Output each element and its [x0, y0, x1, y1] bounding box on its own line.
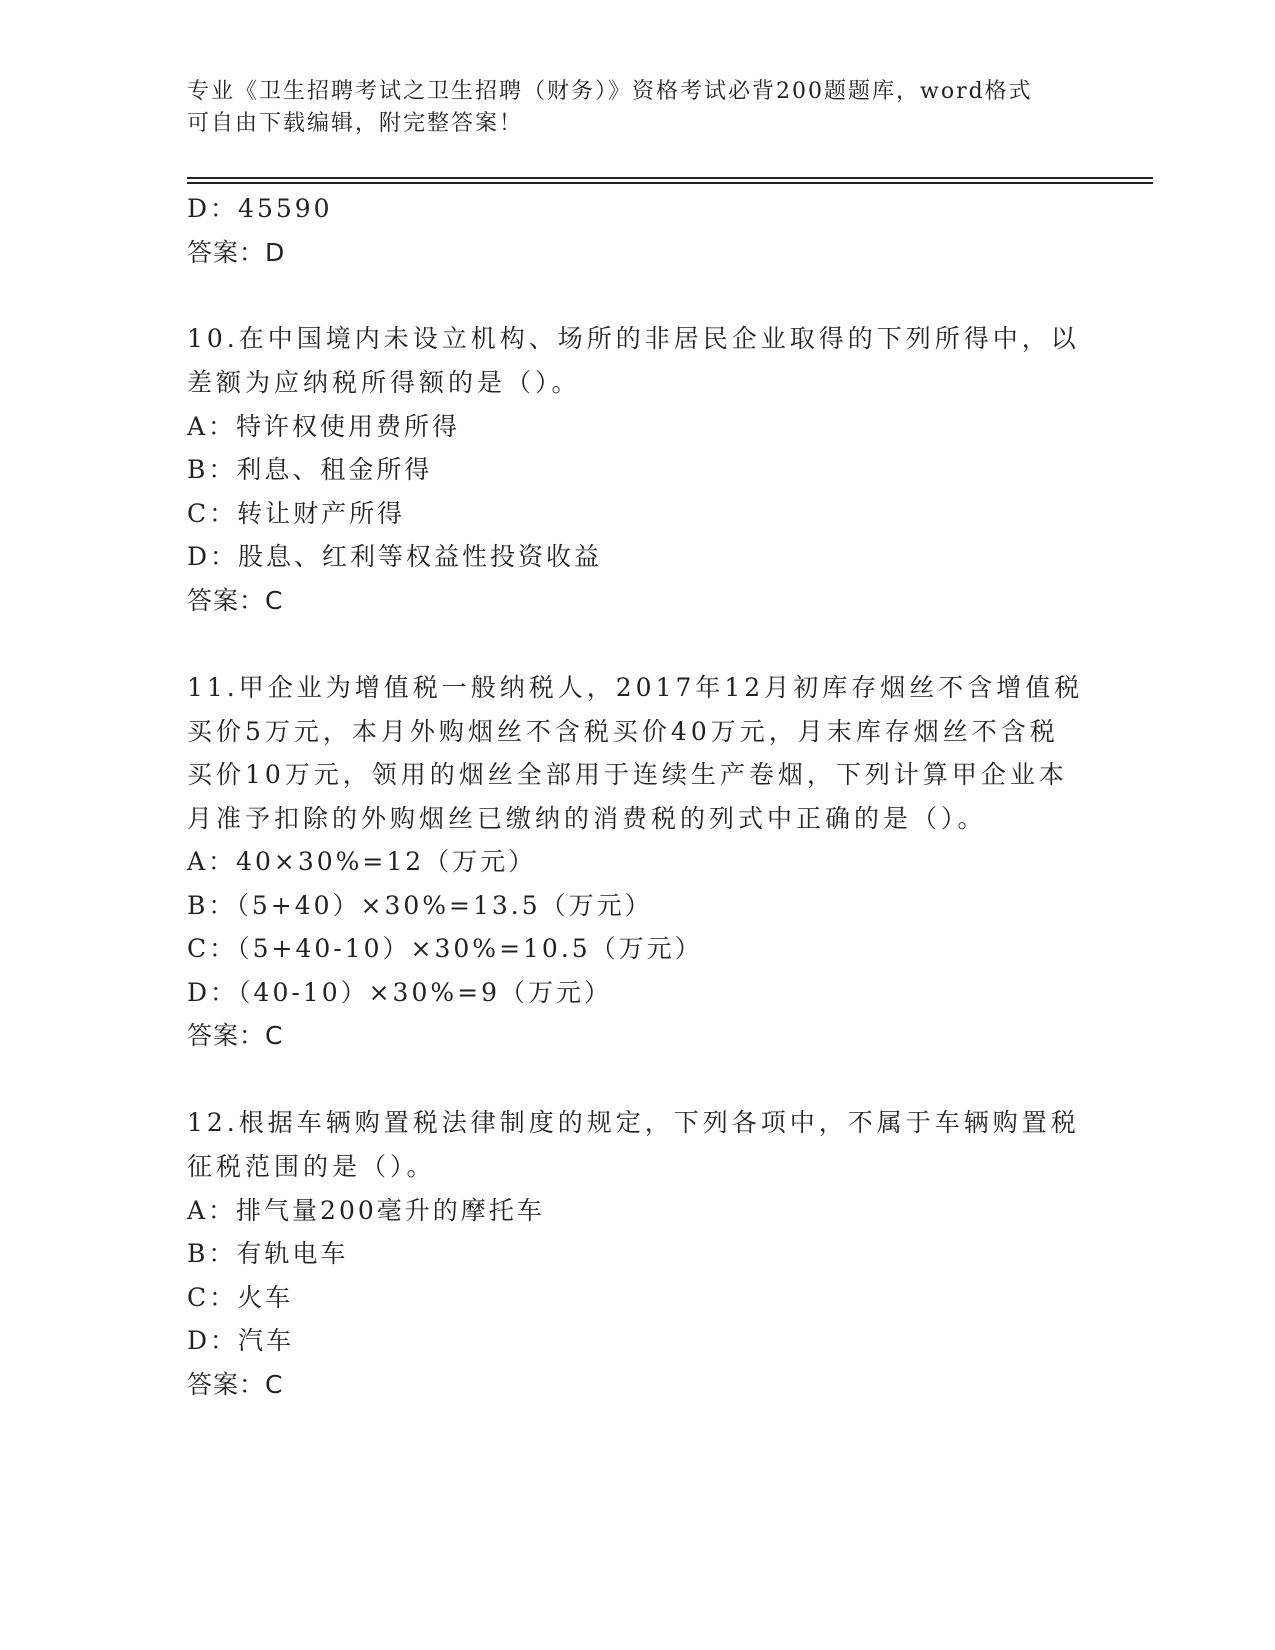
q12-stem-line-2: 征税范围的是（）。 [187, 1152, 436, 1181]
q11-stem-line-2: 买价5万元，本月外购烟丝不含税买价40万元，月末库存烟丝不含税 [187, 717, 1059, 746]
q9-option-d: D：45590 [187, 194, 333, 223]
q10-answer: 答案：C [187, 586, 284, 615]
q11-answer: 答案：C [187, 1021, 284, 1050]
q10-stem-line-1: 10.在中国境内未设立机构、场所的非居民企业取得的下列所得中，以 [187, 324, 1080, 353]
q10-option-c: C：转让财产所得 [187, 499, 406, 528]
header-title-line-1: 专业《卫生招聘考试之卫生招聘（财务）》资格考试必背200题题库，word格式 [187, 79, 1033, 104]
q12-option-d: D：汽车 [187, 1326, 295, 1355]
q11-stem-line-3: 买价10万元，领用的烟丝全部用于连续生产卷烟，下列计算甲企业本 [187, 760, 1068, 789]
q12-option-c: C：火车 [187, 1283, 294, 1312]
q12-option-a: A：排气量200毫升的摩托车 [187, 1196, 545, 1225]
q11-option-b: B：（5+40）×30%=13.5（万元） [187, 891, 653, 920]
document-header [187, 76, 1067, 140]
q11-option-d: D：（40-10）×30%=9（万元） [187, 978, 612, 1007]
q10-stem-line-2: 差额为应纳税所得额的是（）。 [187, 368, 581, 397]
q9-answer: 答案：D [187, 238, 286, 267]
q11-stem-line-4: 月准予扣除的外购烟丝已缴纳的消费税的列式中正确的是（）。 [187, 804, 987, 833]
q10-option-b: B：利息、租金所得 [187, 455, 433, 484]
q10-option-d: D：股息、红利等权益性投资收益 [187, 542, 603, 571]
q12-option-b: B：有轨电车 [187, 1239, 349, 1268]
q10-option-a: A：特许权使用费所得 [187, 412, 461, 441]
q12-answer: 答案：C [187, 1370, 284, 1399]
header-rule-top [187, 177, 1153, 179]
header-rule-bottom [187, 182, 1153, 184]
q11-option-c: C：（5+40-10）×30%=10.5（万元） [187, 934, 703, 963]
q11-stem-line-1: 11.甲企业为增值税一般纳税人，2017年12月初库存烟丝不含增值税 [187, 673, 1084, 702]
q11-option-a: A：40×30%=12（万元） [187, 847, 537, 876]
q12-stem-line-1: 12.根据车辆购置税法律制度的规定，下列各项中，不属于车辆购置税 [187, 1108, 1080, 1137]
header-title-line-2: 可自由下载编辑，附完整答案！ [187, 111, 524, 136]
